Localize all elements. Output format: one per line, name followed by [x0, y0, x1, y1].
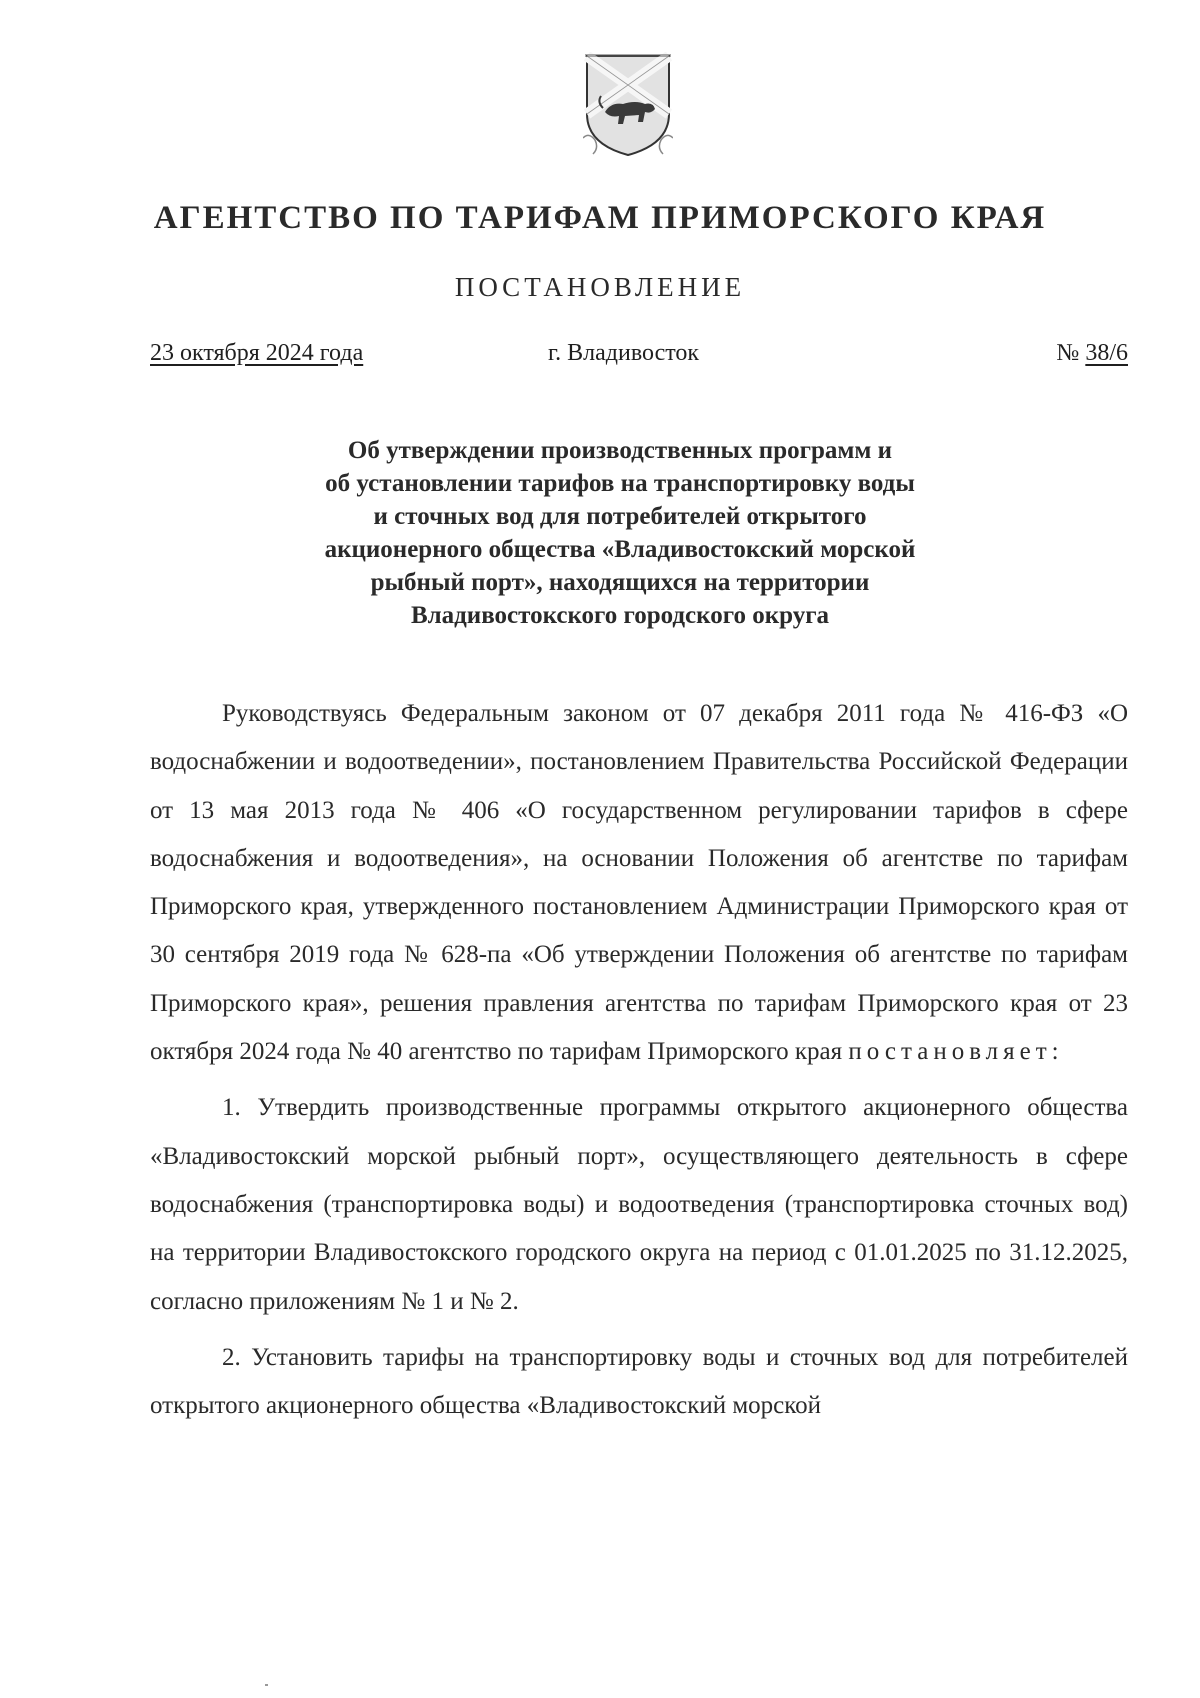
resolves-word: постановляет: [848, 1038, 1064, 1066]
title-line: рыбный порт», находящихся на территории [370, 569, 870, 596]
scan-speck [265, 1684, 268, 1686]
title-line: Об утверждении производственных программ и [347, 437, 893, 464]
agency-name: АГЕНТСТВО ПО ТАРИФАМ ПРИМОРСКОГО КРАЯ [153, 200, 1047, 236]
title-line: акционерного общества «Владивостокский морской [324, 536, 916, 563]
document-type: ПОСТАНОВЛЕНИЕ [454, 272, 746, 302]
document-date: 23 октября 2024 года [150, 340, 364, 366]
number-value: 38/6 [1085, 340, 1128, 366]
title-line: Владивостокского городского округа [410, 602, 830, 629]
coat-of-arms-icon [583, 52, 673, 158]
document-title [230, 434, 1010, 632]
number-prefix: № [1056, 340, 1086, 366]
title-line: об установлении тарифов на транспортировку воды [325, 470, 915, 497]
preamble-text: Руководствуясь Федеральным законом от 07 декабря 2011 года № 416-ФЗ «О водоснабжении и водоотведении», постановлением Правительства Российской Федерации от 13 мая 2013 года № 406 «О государственном регулировании тарифов в сфере водоснабжения и водоотведения», на основании Положения об агентстве по тарифам Приморского края, утвержденного постановлением Администрации Приморского края от 30 сентября 2019 года № 628-па «Об утверждении Положения об агентстве по тарифам Приморского края», решения правления агентства по тарифам Приморского края от 23 октября 2024 года № 40 агентство по тарифам Приморского края [150, 700, 1128, 1066]
preamble-paragraph [150, 690, 1128, 1076]
document-body [150, 690, 1128, 1430]
item-2-paragraph: 2. Установить тарифы на транспортировку воды и сточных вод для потребителей открытого акционерного общества «Владивостокский морской [150, 1343, 1128, 1420]
item-1-paragraph: 1. Утвердить производственные программы открытого акционерного общества «Владивостокский морской рыбный порт», осуществляющего деятельность в сфере водоснабжения (транспортировка воды) и водоотведения (транспортировка сточных вод) на территории Владивостокского городского округа на период с 01.01.2025 по 31.12.2025, согласно приложениям № 1 и № 2. [150, 1094, 1128, 1315]
document-number [1056, 340, 1128, 367]
title-line: и сточных вод для потребителей открытого [373, 503, 867, 530]
document-city: г. Владивосток [548, 340, 700, 366]
